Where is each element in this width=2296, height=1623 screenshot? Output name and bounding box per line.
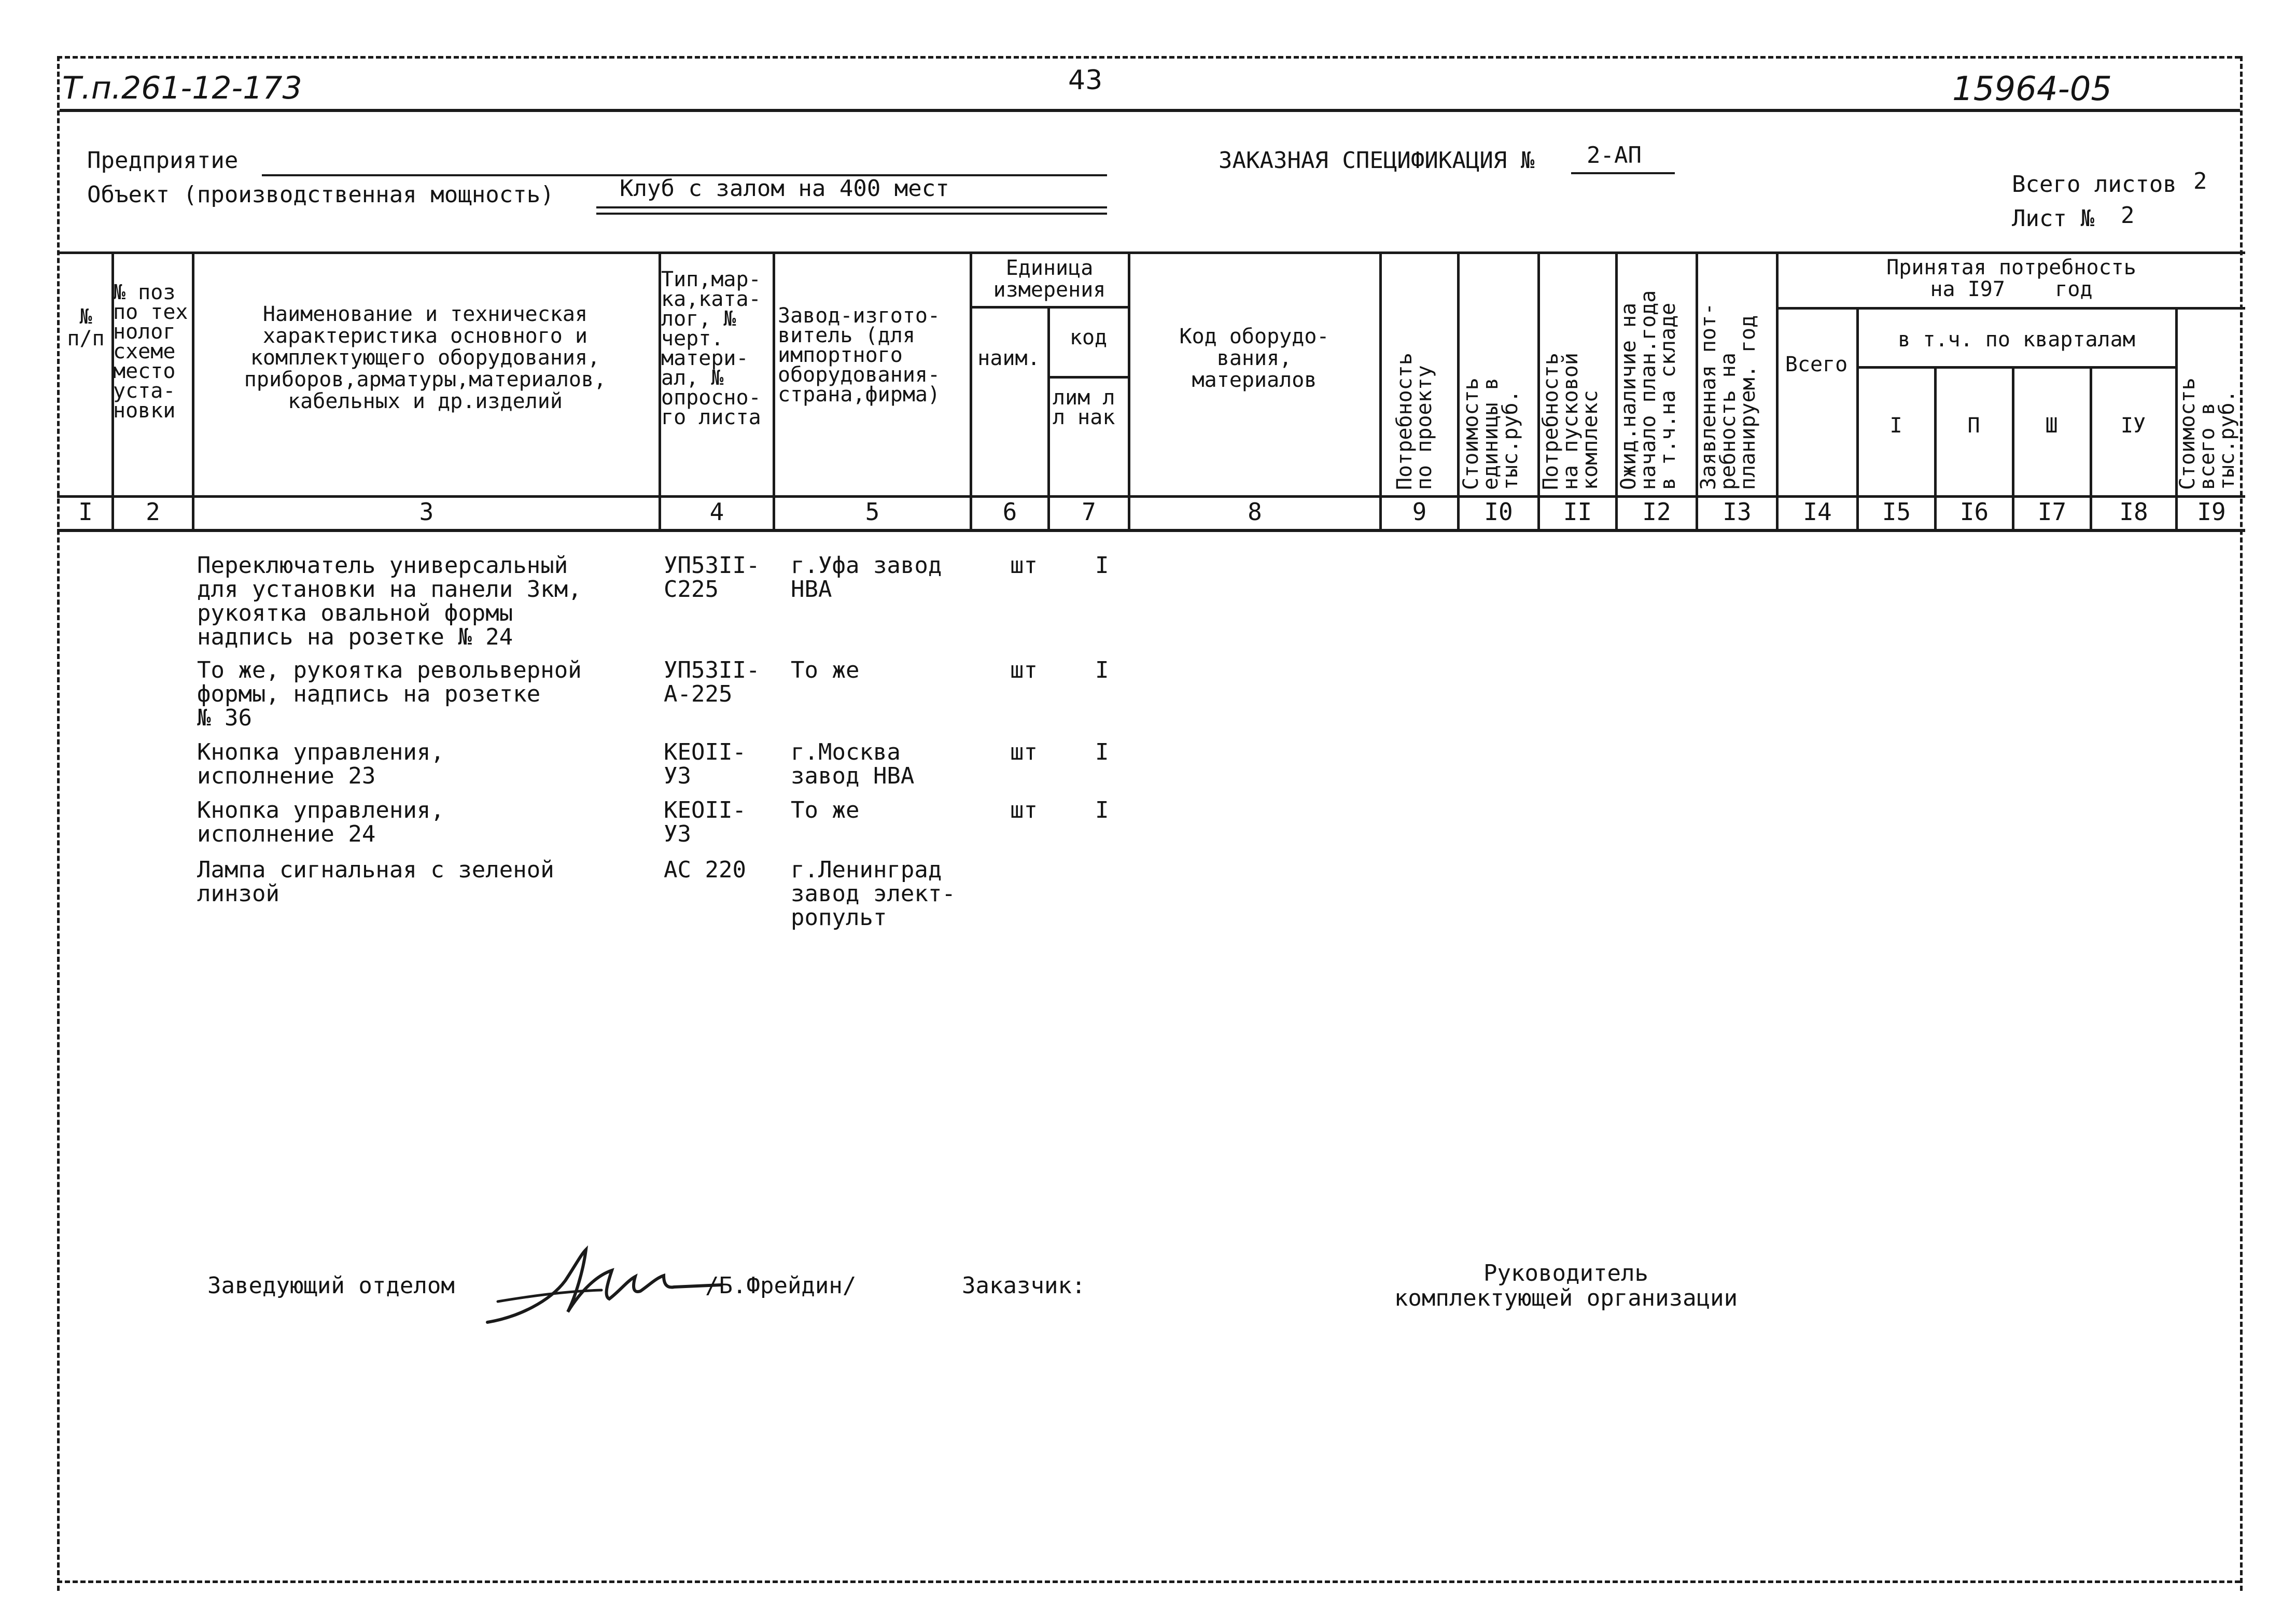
- col-number-17: I7: [2037, 498, 2067, 526]
- item-type: КЕОII- У3: [664, 797, 746, 847]
- item-maker: То же: [791, 797, 860, 823]
- item-unit: шт: [1010, 657, 1038, 683]
- item-type: УП53II- С225: [664, 552, 760, 603]
- object-underline: [596, 206, 1107, 208]
- item-unit: шт: [1010, 797, 1038, 823]
- col-number-2: 2: [146, 498, 160, 526]
- col-header-q4: IУ: [2120, 414, 2146, 438]
- col-header-q3: Ш: [2045, 414, 2058, 438]
- left-border: [57, 56, 60, 1591]
- col-header-9: Потребность по проекту: [1393, 353, 1436, 490]
- item-type: АС 220: [664, 857, 746, 883]
- col-header-3: Наименование и техническая характеристика основного и комплектующего оборудования, приборов,арматуры,материалов, кабельных и др.изделий: [244, 302, 607, 413]
- item-name: Переключатель универсальный для установки на панели 3км, рукоятка овальной формы надпись на розетке № 24: [197, 552, 582, 650]
- item-unit: шт: [1010, 552, 1038, 579]
- enterprise-label: Предприятие: [87, 147, 239, 174]
- total-sheets-label: Всего листов: [2012, 171, 2177, 198]
- item-maker: г.Москва завод НВА: [791, 739, 915, 789]
- object-value: Клуб с залом на 400 мест: [620, 175, 949, 202]
- item-name: То же, рукоятка револьверной формы, надпись на розетке № 36: [197, 657, 582, 731]
- col-header-q1: I: [1889, 414, 1902, 438]
- col-number-14: I4: [1803, 498, 1832, 526]
- col-number-9: 9: [1412, 498, 1427, 526]
- item-code: I: [1095, 552, 1109, 579]
- item-name: Кнопка управления, исполнение 24: [197, 797, 444, 847]
- col-header-19: Стоимость всего в тыс.руб.: [2176, 377, 2239, 490]
- col-header-12: Ожид.наличие на начало план.года в т.ч.на складе: [1617, 290, 1680, 490]
- col-number-13: I3: [1723, 498, 1752, 526]
- page-number: 43: [1068, 65, 1103, 96]
- code-sub-line: [1047, 376, 1128, 379]
- item-unit: шт: [1010, 739, 1038, 765]
- col-header-1: № п/п: [67, 305, 105, 351]
- quarters-group-header: в т.ч. по кварталам: [1898, 328, 2135, 352]
- col-line-4: [773, 251, 775, 529]
- col-number-12: I2: [1642, 498, 1671, 526]
- item-name: Лампа сигнальная с зеленой линзой: [197, 857, 554, 907]
- col-header-5: Завод-изгото- витель (для импортного оборудования- страна,фирма): [778, 304, 941, 407]
- item-type: КЕОII- У3: [664, 739, 746, 789]
- bottom-border: [57, 1580, 2240, 1583]
- col-number-3: 3: [419, 498, 434, 526]
- org-head-label: Руководитель комплектующей организации: [1394, 1260, 1738, 1311]
- title-strip-line: [60, 109, 2240, 112]
- item-code: I: [1095, 797, 1109, 823]
- item-code: I: [1095, 739, 1109, 765]
- col-number-11: II: [1563, 498, 1592, 526]
- signature-icon: [477, 1239, 726, 1333]
- item-code: I: [1095, 657, 1109, 683]
- item-maker: г.Уфа завод НВА: [791, 552, 942, 603]
- col-number-7: 7: [1082, 498, 1096, 526]
- item-maker: г.Ленинград завод элект- ропульт: [791, 857, 956, 931]
- col-number-16: I6: [1959, 498, 1989, 526]
- col-header-13: Заявленная пот- ребность на планируем. год: [1697, 302, 1760, 490]
- col-number-15: I5: [1882, 498, 1911, 526]
- customer-label: Заказчик:: [962, 1272, 1086, 1299]
- col-header-8: Код оборудо- вания, материалов: [1179, 325, 1329, 392]
- table-top-line: [57, 251, 2245, 254]
- head-name: /Б.Фрейдин/: [705, 1272, 857, 1299]
- col-header-4: Тип,мар- ка,ката- лог, № черт. матери- ал, № опросно- го листа: [661, 268, 761, 429]
- col-header-q2: П: [1967, 414, 1980, 438]
- col-header-7-bottom: лим л л нак: [1053, 386, 1115, 429]
- accepted-group-header: Принятая потребность на I97 год: [1886, 256, 2136, 301]
- header-bottom-line: [57, 495, 2245, 498]
- col-header-10: Стоимость единицы в тыс.руб.: [1459, 377, 1522, 490]
- col-header-7-top: код: [1069, 326, 1108, 349]
- sheet-value: 2: [2121, 202, 2135, 229]
- col-number-5: 5: [865, 498, 880, 526]
- quarters-sub-line: [1856, 366, 2175, 369]
- item-type: УП53II- А-225: [664, 657, 760, 707]
- archive-number: 15964-05: [1952, 70, 2112, 108]
- total-sheets-value: 2: [2193, 168, 2207, 194]
- col-number-4: 4: [709, 498, 724, 526]
- item-maker: То же: [791, 657, 860, 683]
- col-header-14: Всего: [1785, 353, 1848, 376]
- col-header-2: № поз по тех нолог схеме место уста- новки: [113, 281, 188, 423]
- col-number-19: I9: [2197, 498, 2226, 526]
- spec-label: ЗАКАЗНАЯ СПЕЦИФИКАЦИЯ №: [1219, 147, 1535, 174]
- col-header-6: наим.: [977, 346, 1040, 370]
- spec-number: 2-АП: [1587, 142, 1642, 169]
- col-header-11: Потребность на пусковой комплекс: [1539, 353, 1602, 490]
- doc-code: Т.п.261-12-173: [62, 70, 302, 106]
- object-underline-2: [596, 213, 1107, 215]
- head-label: Заведующий отделом: [207, 1272, 455, 1299]
- col-number-1: I: [78, 498, 93, 526]
- spec-underline: [1571, 172, 1675, 174]
- col-number-8: 8: [1248, 498, 1262, 526]
- col-number-18: I8: [2119, 498, 2148, 526]
- col-number-6: 6: [1002, 498, 1017, 526]
- item-name: Кнопка управления, исполнение 23: [197, 739, 444, 789]
- top-border: [57, 56, 2240, 59]
- col-line-8: [1379, 251, 1382, 529]
- col-number-10: I0: [1484, 498, 1513, 526]
- numbers-bottom-line: [57, 529, 2245, 532]
- unit-group-header: Единица измерения: [993, 256, 1106, 302]
- sheet-label: Лист №: [2012, 205, 2094, 232]
- object-label: Объект (производственная мощность): [87, 181, 554, 208]
